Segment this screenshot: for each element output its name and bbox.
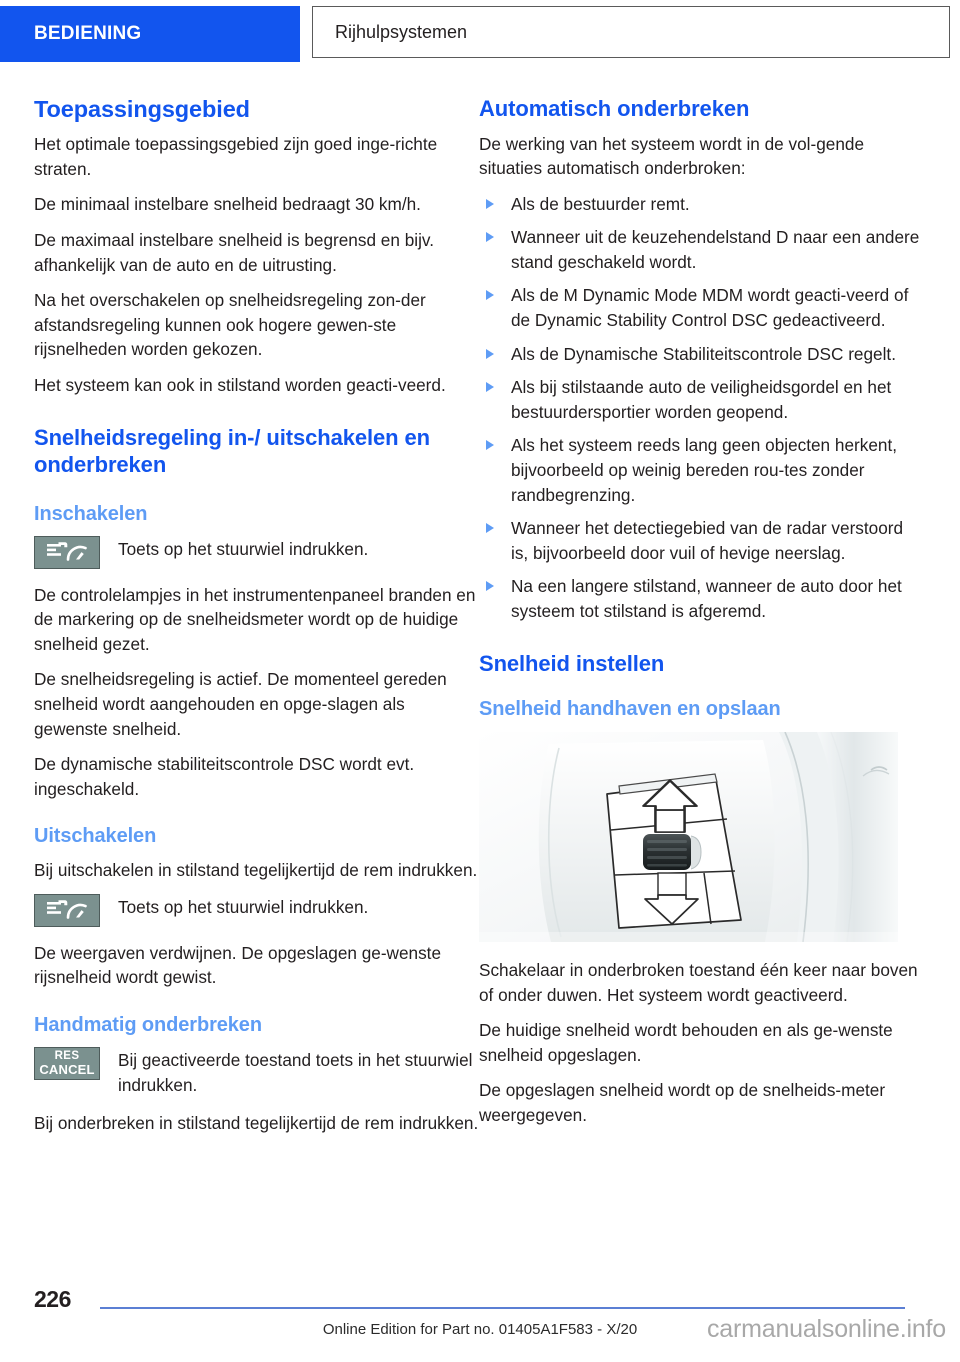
- acc-steering-wheel-button-icon: [34, 894, 100, 927]
- list-item-text: Als de bestuurder remt.: [511, 193, 690, 214]
- steering-wheel-rocker-switch-illustration: [479, 732, 898, 942]
- header-section-tab[interactable]: [0, 6, 300, 62]
- right-column: [479, 95, 924, 1265]
- triangle-bullet-icon: [486, 523, 494, 533]
- list-item-text: Wanneer het detectiegebied van de radar verstoord is, bijvoorbeeld door vuil of hevige neerslag.: [511, 518, 904, 563]
- triangle-bullet-icon: [486, 440, 494, 450]
- page-content: [0, 95, 960, 1265]
- list-item: [479, 225, 924, 274]
- heading-automatisch-onderbreken: Automatisch onderbreken: [479, 96, 750, 121]
- list-item: [479, 192, 924, 217]
- icon-row-inschakelen-text: Toets op het stuurwiel indrukken.: [118, 538, 369, 559]
- header-topic-label: Rijhulpsystemen: [335, 21, 468, 42]
- list-item-text: Wanneer uit de keuzehendelstand D naar een andere stand geschakeld wordt.: [511, 227, 920, 272]
- header-section-label: BEDIENING: [34, 23, 142, 44]
- paragraph-uitschakelen-rem: Bij uitschakelen in stilstand tegelijkertijd de rem indrukken.: [34, 860, 478, 881]
- paragraph-weergaven-verdwijnen: De weergaven verdwijnen. De opgeslagen ge-wenste rijsnelheid wordt gewist.: [34, 942, 442, 988]
- heading-toepassingsgebied: Toepassingsgebied: [34, 96, 250, 122]
- page-number: 226: [34, 1286, 71, 1312]
- heading-handmatig-onderbreken: Handmatig onderbreken: [34, 1014, 262, 1037]
- list-item-text: Als het systeem reeds lang geen objecten herkent, bijvoorbeeld op weinig bereden rou-tes zonder randbegrenzing.: [511, 435, 897, 505]
- paragraph-overschakelen: Na het overschakelen op snelheidsregeling zon-der afstandsregeling kunnen ook hogere gewen-ste rijsnelheden worden gekozen.: [34, 290, 426, 360]
- paragraph-huidige-snelheid-behouden: De huidige snelheid wordt behouden en als ge-wenste snelheid opgeslagen.: [479, 1020, 893, 1065]
- icon-row-inschakelen: [34, 536, 479, 569]
- heading-snelheid-instellen: Snelheid instellen: [479, 650, 665, 676]
- list-item: [479, 375, 924, 424]
- header-topic-tab[interactable]: [312, 6, 950, 58]
- paragraph-minimale-snelheid: De minimaal instelbare snelheid bedraagt 30 km/h.: [34, 194, 421, 215]
- page-header: [0, 6, 960, 62]
- list-item: [479, 516, 924, 565]
- paragraph-opgeslagen-snelheid-weergave: De opgeslagen snelheid wordt op de snelheids-meter weergegeven.: [479, 1080, 886, 1126]
- left-column: [34, 95, 479, 1265]
- list-item-text: Als bij stilstaande auto de veiligheidsgordel en het bestuurdersportier worden geopend.: [511, 377, 892, 422]
- paragraph-controlelampjes: De controlelampjes in het instrumentenpaneel branden en de markering op de snelheidsmeter wordt op de huidige snelheid gezet.: [34, 584, 476, 654]
- paragraph-schakelaar-duwen: Schakelaar in onderbroken toestand één keer naar boven of onder duwen. Het systeem wordt geactiveerd.: [479, 960, 918, 1005]
- list-item: [479, 283, 924, 332]
- icon-row-handmatig: [34, 1047, 479, 1097]
- triangle-bullet-icon: [486, 581, 494, 591]
- paragraph-dsc-ingeschakeld: De dynamische stabiliteitscontrole DSC wordt evt. ingeschakeld.: [34, 754, 415, 799]
- paragraph-onderbreken-rem: Bij onderbreken in stilstand tegelijkertijd de rem indrukken.: [34, 1113, 479, 1134]
- list-item-text: Na een langere stilstand, wanneer de auto door het systeem tot stilstand is afgeremd.: [511, 576, 902, 621]
- paragraph-optimale-toepassingsgebied: Het optimale toepassingsgebied zijn goed inge-richte straten.: [34, 134, 438, 179]
- heading-snelheid-handhaven: Snelheid handhaven en opslaan: [479, 698, 781, 721]
- list-item-text: Als de M Dynamic Mode MDM wordt geacti-veerd of de Dynamic Stability Control DSC gedeactiveerd.: [511, 285, 909, 331]
- triangle-bullet-icon: [486, 232, 494, 242]
- automatisch-onderbreken-list: [479, 192, 924, 624]
- triangle-bullet-icon: [486, 382, 494, 392]
- heading-snelheidsregeling: Snelheidsregeling in-/ uitschakelen en onderbreken: [34, 424, 430, 478]
- icon-row-uitschakelen: [34, 894, 479, 927]
- paragraph-snelheidsregeling-actief: De snelheidsregeling is actief. De momenteel gereden snelheid wordt aangehouden en opge-slagen als gewenste snelheid.: [34, 669, 447, 739]
- paragraph-stilstand-activeren: Het systeem kan ook in stilstand worden geacti-veerd.: [34, 374, 446, 395]
- site-watermark: carmanualsonline.info: [706, 1315, 946, 1343]
- list-item: [479, 342, 924, 367]
- list-item-text: Als de Dynamische Stabiliteitscontrole DSC regelt.: [511, 343, 896, 364]
- footer-divider: [100, 1307, 905, 1310]
- res-cancel-button-icon: [34, 1047, 100, 1080]
- icon-row-handmatig-text: Bij geactiveerde toestand toets in het stuurwiel indrukken.: [118, 1050, 473, 1095]
- paragraph-werking-onderbroken: De werking van het systeem wordt in de vol-gende situaties automatisch onderbroken:: [479, 133, 865, 179]
- paragraph-maximale-snelheid: De maximaal instelbare snelheid is begrensd en bijv. afhankelijk van de auto en de uitrusting.: [34, 229, 434, 275]
- heading-uitschakelen: Uitschakelen: [34, 825, 157, 848]
- triangle-bullet-icon: [486, 199, 494, 209]
- triangle-bullet-icon: [486, 349, 494, 359]
- footer-edition-text: Online Edition for Part no. 01405A1F583 - X/20: [322, 1321, 638, 1338]
- acc-steering-wheel-button-icon: [34, 536, 100, 569]
- triangle-bullet-icon: [486, 290, 494, 300]
- res-label: RES: [54, 1049, 80, 1062]
- cancel-label: CANCEL: [39, 1062, 95, 1078]
- page-footer: [0, 1266, 960, 1362]
- icon-row-uitschakelen-text: Toets op het stuurwiel indrukken.: [118, 896, 369, 917]
- list-item: [479, 574, 924, 623]
- list-item: [479, 433, 924, 507]
- heading-inschakelen: Inschakelen: [34, 502, 148, 525]
